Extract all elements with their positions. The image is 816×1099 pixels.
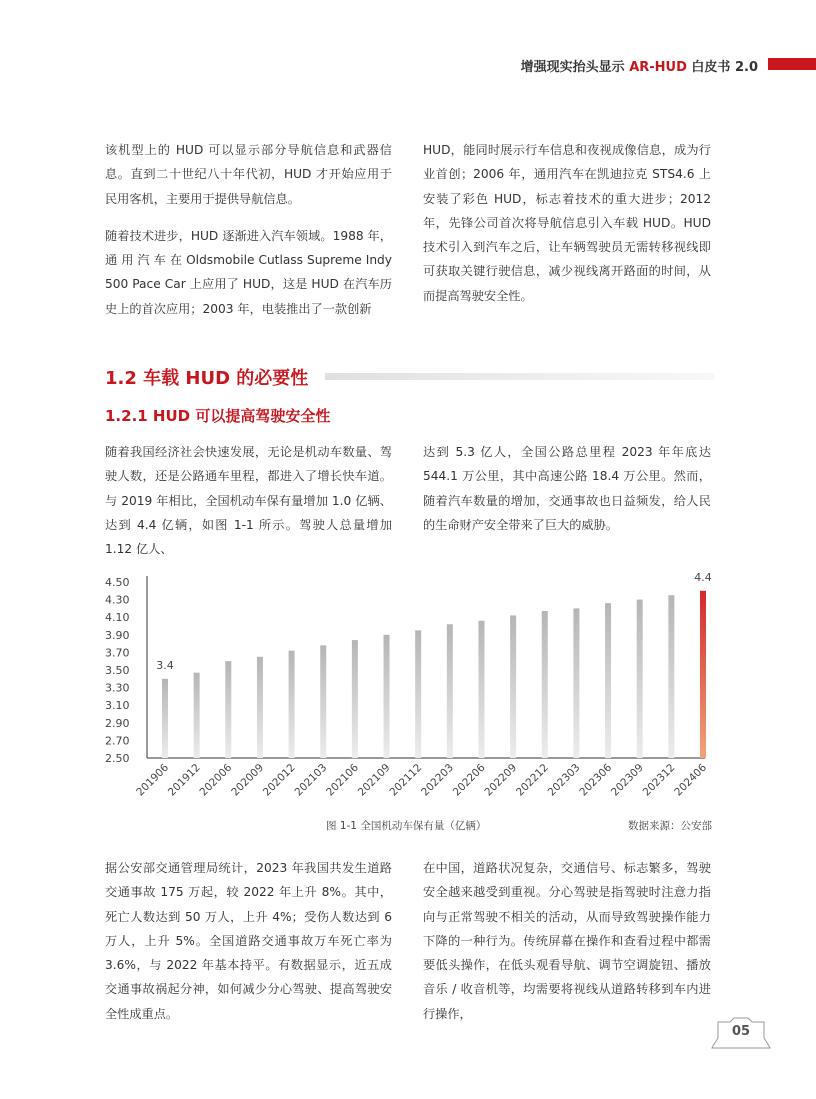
running-header [521,56,758,75]
x-tick-label: 202203 [419,761,456,799]
x-tick-label: 202103 [292,761,330,799]
y-tick-label: 3.30 [105,681,130,695]
y-tick-label: 4.10 [105,611,130,625]
paragraph: 在中国，道路状况复杂，交通信号、标志繁多，驾驶安全越来越受到重视。分心驾驶是指驾驶时注意力指向与正常驾驶不相关的活动，从而导致驾驶操作能力下降的一种行为。传统屏幕在操作和查看过程中都需要低头操作，在低头观看导航、调节空调旋钮、播放音乐 / 收音机等，均需要将视线从道路转移到车内进行操作， [423,861,711,1021]
bar-202309 [637,600,643,758]
x-tick-label: 202206 [450,761,488,799]
y-tick-label: 2.70 [105,734,130,748]
bar-202312 [668,595,674,758]
bar-202306 [605,603,611,758]
x-tick-label: 202312 [640,761,678,799]
bar-202303 [573,608,579,758]
x-tick-label: 202209 [482,761,520,799]
y-tick-label: 4.50 [105,576,130,589]
y-tick-label: 2.50 [105,752,130,765]
bar-202012 [289,651,295,758]
paragraph: HUD，能同时展示行车信息和夜视成像信息，成为行业首创；2006 年，通用汽车在凯迪拉克 STS4.6 上安装了彩色 HUD，标志着技术的重大进步；2012 年，先锋公司首次将导航信息引入车载 HUD。HUD 技术引入到汽车之后，让车辆驾驶员无需转移视线即可获取关键行驶信息，减少视线离开路面的时间，从而提高驾驶安全性。 [423,143,711,303]
top-right-column [423,138,711,321]
section-heading: 1.2 车载 HUD 的必要性 [105,368,309,389]
bar-202109 [384,635,390,758]
y-tick-label: 3.90 [105,628,130,642]
bar-202112 [415,630,421,758]
mid-right-column [423,440,711,550]
data-label: 4.4 [694,570,712,584]
header-title-tail: 白皮书 2.0 [686,60,758,75]
bar-202206 [478,621,484,758]
x-tick-label: 202306 [577,761,615,799]
x-tick-label: 202309 [608,761,646,799]
header-title-accent: AR-HUD [629,60,687,75]
x-tick-label: 202112 [387,761,425,799]
y-tick-label: 3.70 [105,646,130,660]
paragraph: 随着我国经济社会快速发展，无论是机动车数量、驾驶人数，还是公路通车里程，都进入了增长快车道。与 2019 年相比，全国机动车保有量增加 1.0 亿辆、达到 4.4 亿辆，如图 1-1 所示。驾驶人总量增加 1.12 亿人、 [105,445,392,557]
paragraph: 该机型上的 HUD 可以显示部分导航信息和武器信息。直到二十世纪八十年代初，HUD 才开始应用于民用客机，主要用于提供导航信息。 [105,143,392,206]
bottom-right-column [423,856,711,1039]
x-tick-label: 202006 [197,761,235,799]
x-tick-label: 202109 [355,761,393,799]
paragraph: 随着技术进步，HUD 逐渐进入汽车领域。1988 年，通 用 汽 车 在 Oldsmobile Cutlass Supreme Indy 500 Pace Car 上应用了 HUD，这是 HUD 在汽车历史上的首次应用；2003 年，电装推出了一款创新 [105,228,392,316]
bar-202103 [320,645,326,758]
y-tick-label: 3.10 [105,699,130,713]
x-tick-label: 201906 [134,761,172,799]
y-tick-label: 4.30 [105,593,130,607]
section-heading-rule [325,373,715,380]
bar-202006 [225,661,231,758]
bar-202209 [510,615,516,758]
vehicle-ownership-bar-chart [100,570,720,810]
page-number: 05 [731,1024,751,1039]
x-tick-label: 202012 [260,761,298,799]
bar-201906 [162,679,168,758]
figure-caption: 图 1-1 全国机动车保有量（亿辆） [326,820,487,832]
header-accent-bar [768,58,816,70]
mid-left-column [105,440,392,574]
paragraph: 据公安部交通管理局统计，2023 年我国共发生道路交通事故 175 万起，较 2022 年上升 8%。其中，死亡人数达到 50 万人，上升 4%；受伤人数达到 6 万人，上升 5%。全国道路交通事故万车死亡率为 3.6%，与 2022 年基本持平。有数据显示，近五成交通事故祸起分神，如何减少分心驾驶、提高驾驶安全性成重点。 [105,861,392,1021]
x-tick-label: 201912 [165,761,203,799]
header-title: 增强现实抬头显示 [520,60,630,75]
y-tick-label: 2.90 [105,716,130,730]
bar-202009 [257,657,263,758]
x-tick-label: 202212 [514,761,551,799]
paragraph: 达到 5.3 亿人，全国公路总里程 2023 年年底达 544.1 万公里，其中高速公路 18.4 万公里。然而，随着汽车数量的增加，交通事故也日益频发，给人民的生命财产安全带来了巨大的威胁。 [423,445,711,532]
bar-202406 [700,591,706,758]
data-source: 数据来源：公安部 [628,820,712,832]
x-tick-label: 202009 [229,761,267,799]
x-tick-label: 202303 [545,761,583,799]
x-tick-label: 202406 [672,761,710,799]
bar-202203 [447,624,453,758]
bar-201912 [194,673,200,758]
top-left-column [105,138,392,334]
y-tick-label: 3.50 [105,664,130,677]
bottom-left-column [105,856,392,1039]
bar-202106 [352,640,358,758]
data-label: 3.4 [156,658,174,672]
subsection-heading: 1.2.1 HUD 可以提高驾驶安全性 [105,407,331,425]
x-tick-label: 202106 [324,761,362,799]
bar-202212 [542,611,548,758]
